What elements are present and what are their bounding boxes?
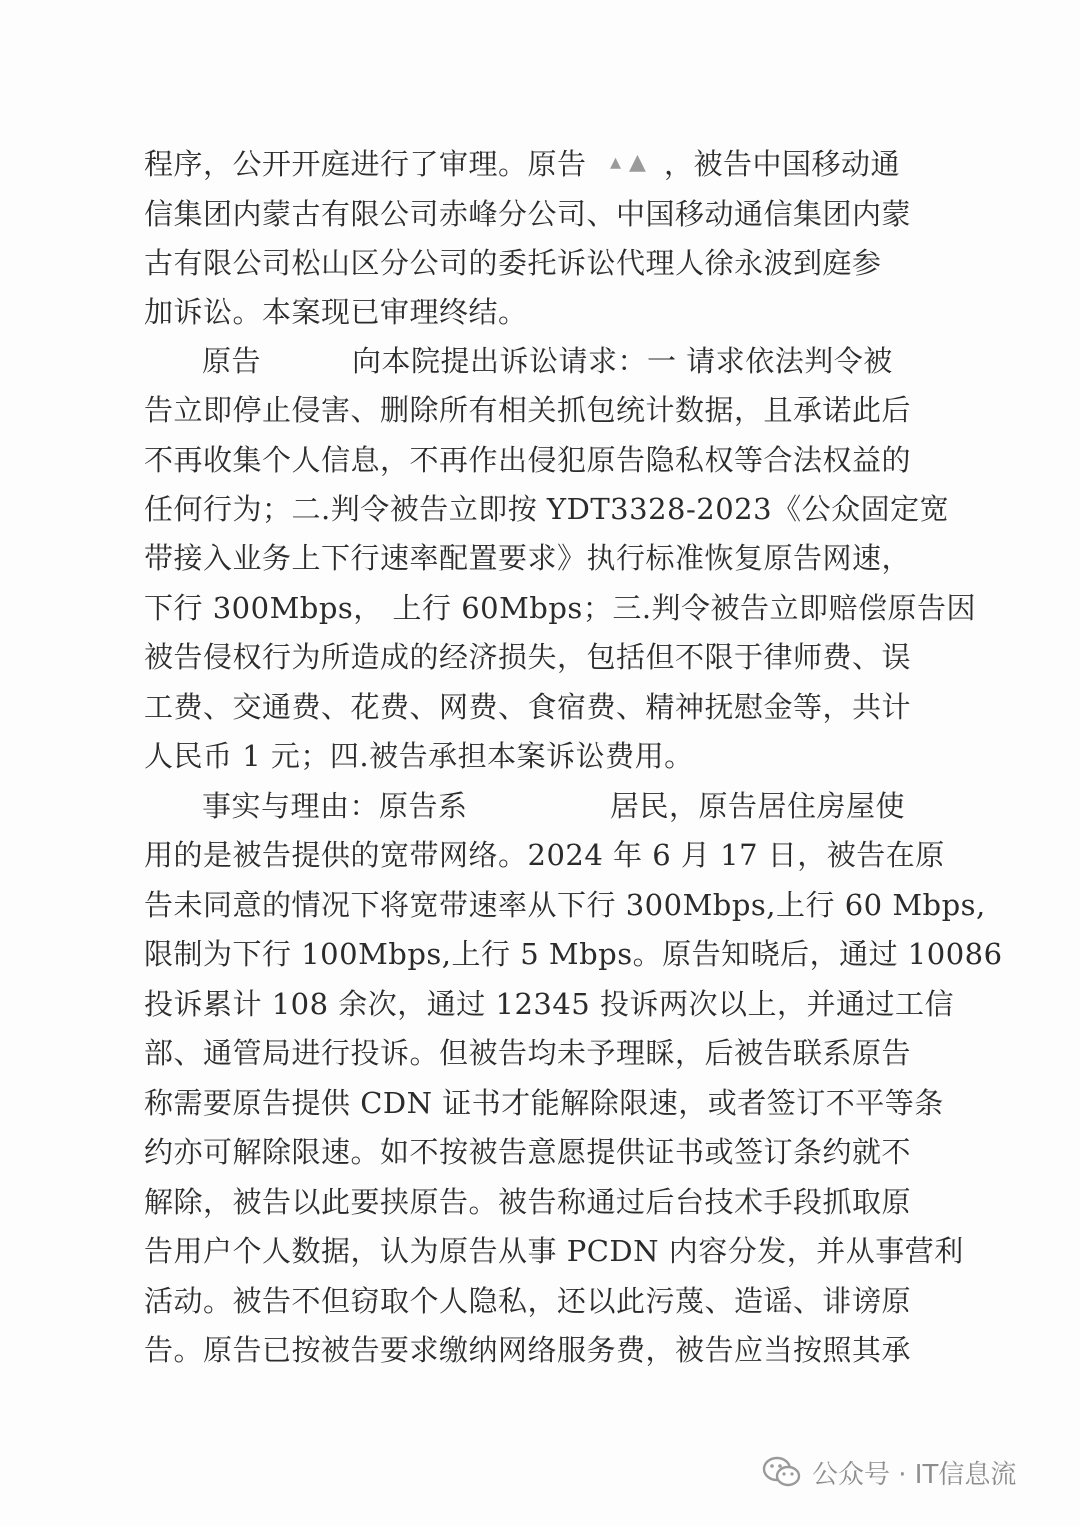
text-line: 被告侵权行为所造成的经济损失，包括但不限于律师费、误 (144, 640, 912, 674)
text-line: 告用户个人数据，认为原告从事 PCDN 内容分发，并从事营利 (144, 1234, 964, 1268)
text-segment: 事实与理由：原告系 (202, 789, 468, 823)
text-line: 称需要原告提供 CDN 证书才能解除限速，或者签订不平等条 (144, 1086, 944, 1120)
text-line: 活动。被告不但窃取个人隐私，还以此污蔑、造谣、诽谤原 (144, 1284, 912, 1318)
text-segment: 向本院提出诉讼请求：一 请求依法判令被 (352, 344, 893, 378)
text-line: 不再收集个人信息，不再作出侵犯原告隐私权等合法权益的 (144, 443, 912, 477)
text-line: 加诉讼。本案现已审理终结。 (144, 295, 528, 329)
text-line: 部、通管局进行投诉。但被告均未予理睬，后被告联系原告 (144, 1036, 912, 1070)
text-line (144, 341, 904, 381)
text-line: 告未同意的情况下将宽带速率从下行 300Mbps,上行 60 Mbps, (144, 888, 986, 922)
watermark-text: 公众号 · IT信息流 (812, 1459, 1017, 1490)
text-line: 任何行为；二.判令被告立即按 YDT3328-2023《公众固定宽 (144, 492, 950, 526)
text-segment: 程序，公开开庭进行了审理。原告 (144, 147, 587, 181)
text-segment: 居民，原告居住房屋使 (610, 789, 906, 823)
text-line: 用的是被告提供的宽带网络。2024 年 6 月 17 日，被告在原 (144, 838, 945, 872)
text-line: 人民币 1 元；四.被告承担本案诉讼费用。 (144, 739, 694, 773)
text-line: 工费、交通费、花费、网费、食宿费、精神抚慰金等，共计 (144, 690, 912, 724)
text-line: 限制为下行 100Mbps,上行 5 Mbps。原告知晓后，通过 10086 (144, 937, 1003, 971)
redaction-mark: ▴ ▲ (610, 150, 647, 175)
text-line: 告立即停止侵害、删除所有相关抓包统计数据，且承诺此后 (144, 393, 912, 427)
text-segment: ，被告中国移动通 (664, 147, 901, 181)
text-line: 古有限公司松山区分公司的委托诉讼代理人徐永波到庭参 (144, 246, 882, 280)
text-line: 约亦可解除限速。如不按被告意愿提供证书或签订条约就不 (144, 1135, 912, 1169)
wechat-icon (762, 1455, 802, 1489)
watermark (762, 1448, 1016, 1496)
text-line: 信集团内蒙古有限公司赤峰分公司、中国移动通信集团内蒙 (144, 197, 912, 231)
text-line: 告。原告已按被告要求缴纳网络服务费，被告应当按照其承 (144, 1333, 912, 1367)
text-line (144, 786, 904, 826)
text-line: 投诉累计 108 余次，通过 12345 投诉两次以上，并通过工信 (144, 987, 954, 1021)
text-line (144, 144, 904, 184)
text-line: 带接入业务上下行速率配置要求》执行标准恢复原告网速， (144, 541, 912, 575)
text-line: 下行 300Mbps， 上行 60Mbps；三.判令被告立即赔偿原告因 (144, 591, 977, 625)
text-line: 解除，被告以此要挟原告。被告称通过后台技术手段抓取原 (144, 1185, 912, 1219)
text-segment: 原告 (202, 344, 262, 378)
